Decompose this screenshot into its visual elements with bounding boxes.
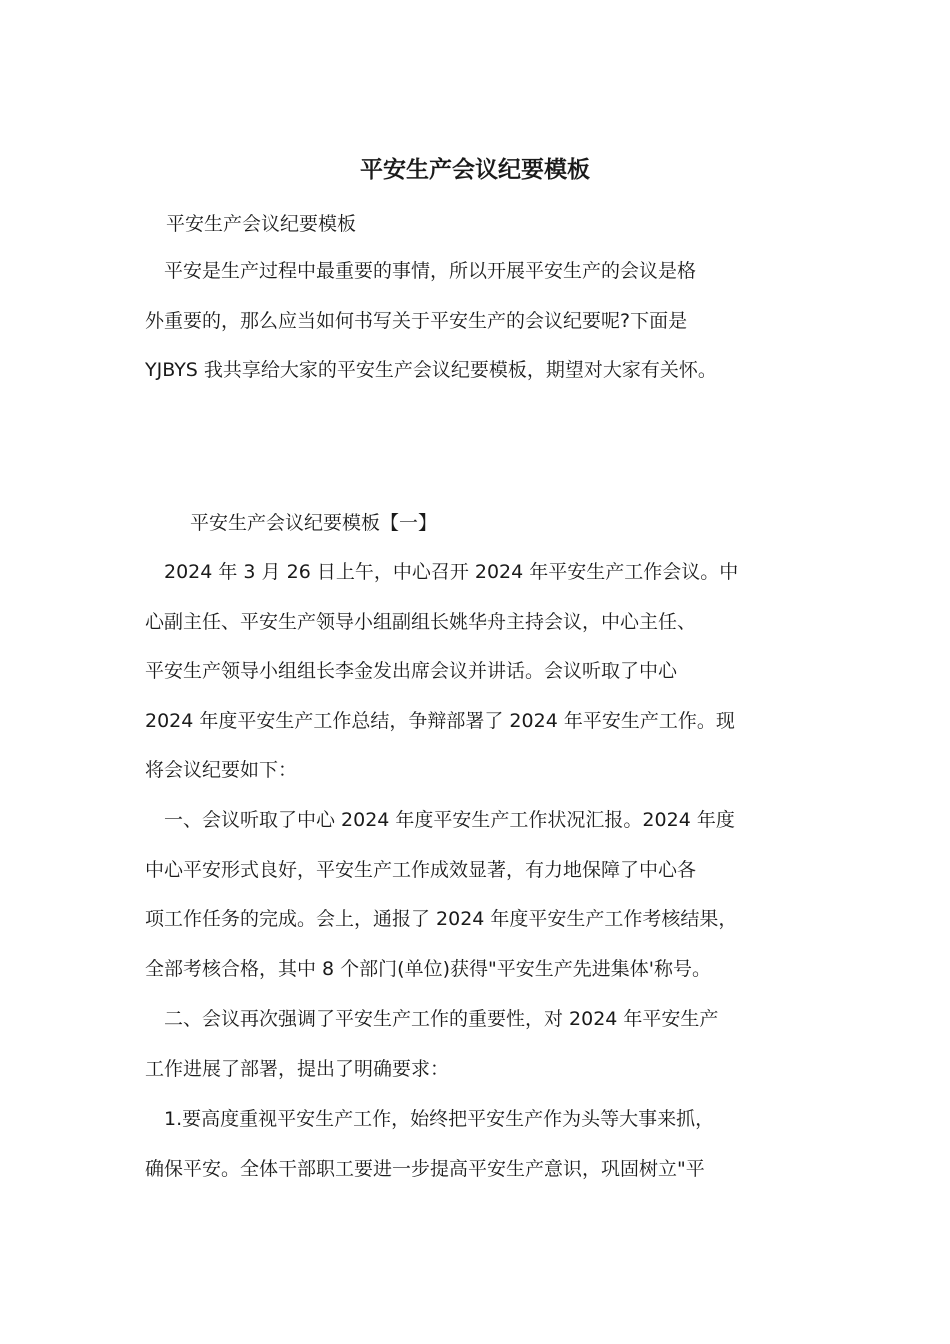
intro-paragraph xyxy=(145,247,835,396)
body-paragraph-3 xyxy=(145,995,835,1094)
paragraph-line: 全部考核合格，其中 8 个部门(单位)获得"平安生产先进集体'称号。 xyxy=(145,957,711,980)
paragraph-line: 一、会议听取了中心 2024 年度平安生产工作状况汇报。2024 年度 xyxy=(145,809,735,831)
section-heading: 平安生产会议纪要模板【一】 xyxy=(190,512,438,534)
paragraph-line: 确保平安。全体干部职工要进一步提高平安生产意识，巩固树立"平 xyxy=(145,1157,705,1180)
paragraph-line: 工作进展了部署，提出了明确要求： xyxy=(145,1057,450,1080)
paragraph-line: 二、会议再次强调了平安生产工作的重要性，对 2024 年平安生产 xyxy=(145,1008,719,1030)
paragraph-line: 平安生产领导小组组长李金发出席会议并讲话。会议听取了中心 xyxy=(145,660,678,682)
paragraph-line: 中心平安形式良好，平安生产工作成效显著，有力地保障了中心各 xyxy=(145,858,697,881)
body-paragraph-4 xyxy=(145,1095,835,1194)
document-title: 平安生产会议纪要模板 xyxy=(360,157,590,183)
paragraph-line: 2024 年度平安生产工作总结，争辩部署了 2024 年平安生产工作。现 xyxy=(145,709,735,732)
paragraph-line: 外重要的，那么应当如何书写关于平安生产的会议纪要呢?下面是 xyxy=(145,309,688,332)
body-paragraph-2 xyxy=(145,796,835,994)
paragraph-line: 将会议纪要如下： xyxy=(145,759,298,781)
paragraph-line: 心副主任、平安生产领导小组副组长姚华舟主持会议，中心主任、 xyxy=(145,610,697,633)
paragraph-line: 1.要高度重视平安生产工作，始终把平安生产作为头等大事来抓， xyxy=(145,1108,715,1130)
paragraph-line: 平安是生产过程中最重要的事情，所以开展平安生产的会议是格 xyxy=(145,260,697,282)
document-subtitle: 平安生产会议纪要模板 xyxy=(166,213,357,235)
paragraph-line: 项工作任务的完成。会上，通报了 2024 年度平安生产工作考核结果， xyxy=(145,908,738,930)
paragraph-line: 2024 年 3 月 26 日上午，中心召开 2024 年平安生产工作会议。中 xyxy=(145,561,739,583)
body-paragraph-1 xyxy=(145,548,835,796)
paragraph-line: YJBYS 我共享给大家的平安生产会议纪要模板，期望对大家有关怀。 xyxy=(145,359,717,381)
